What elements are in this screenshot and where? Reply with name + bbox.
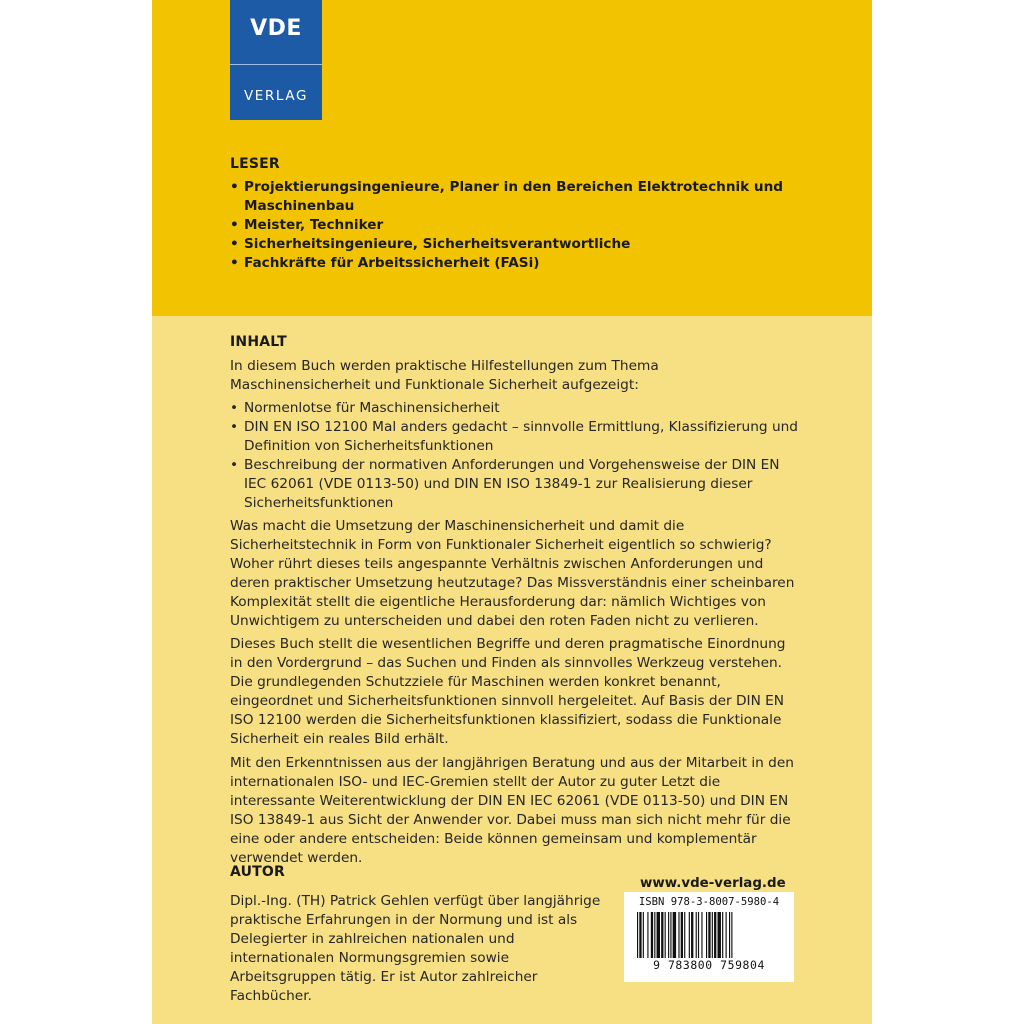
readers-list-item: • Projektierungsingenieure, Planer in den Bereichen Elektrotechnik und Maschinenbau	[230, 178, 830, 216]
author-heading: AUTOR	[230, 864, 286, 880]
barcode-bar	[722, 912, 723, 958]
barcode-bar	[647, 912, 648, 958]
barcode-bar	[726, 912, 727, 958]
logo-subtitle: VERLAG	[243, 88, 309, 104]
barcode-bar	[701, 912, 702, 958]
barcode-bar	[639, 912, 641, 958]
barcode-bar	[661, 912, 663, 958]
content-heading: INHALT	[230, 334, 287, 350]
barcode-bars	[637, 912, 781, 958]
barcode-bar	[681, 912, 683, 958]
readers-list-item: • Fachkräfte für Arbeitssicherheit (FASi)	[230, 254, 830, 273]
logo-divider	[230, 64, 322, 65]
readers-list-item: • Sicherheitsingenieure, Sicherheitsverantwortliche	[230, 235, 830, 254]
readers-list	[230, 178, 830, 273]
author-bio: Dipl.-Ing. (TH) Patrick Gehlen verfügt über langjährige praktische Erfahrungen in der Normung und ist als Delegierter in zahlreichen nationalen und internationalen Normungsgremien sowie Arbeitsgruppen tätig. Er ist Autor zahlreicher Fachbücher.	[230, 893, 601, 1004]
content-paragraph-2: Dieses Buch stellt die wesentlichen Begriffe und deren pragmatische Einordnung in den Vordergrund – das Suchen und Finden als sinnvolles Werkzeug verstehen. Die grundlegenden Schutzziele für Maschinen werden konkret benannt, eingeordnet und Sicherheitsfunktionen sinnvoll hergeleitet. Auf Basis der DIN EN ISO 12100 werden die Sicherheitsfunktionen klassifiziert, sodass die Funktionale Sicherheit ein reales Bild erhält.	[230, 636, 786, 747]
content-topic-item: • DIN EN ISO 12100 Mal anders gedacht – sinnvolle Ermittlung, Klassifizierung und Definition von Sicherheitsfunktionen	[230, 418, 800, 456]
barcode-bar	[670, 912, 671, 958]
logo-word: VDE	[250, 16, 302, 41]
readers-heading: LESER	[230, 156, 280, 172]
ean-digits: 9 783800 759804	[653, 958, 765, 972]
isbn-barcode	[624, 892, 794, 982]
barcode-bar	[668, 912, 669, 958]
barcode-bar	[643, 912, 644, 958]
barcode-bar	[729, 912, 730, 958]
content-paragraph-3: Mit den Erkenntnissen aus der langjährigen Beratung und aus der Mitarbeit in den internationalen ISO- und IEC-Gremien stellt der Autor zu guter Letzt die interessante Weiterentwicklung der DIN EN IEC 62061 (VDE 0113-50) und DIN EN ISO 13849-1 aus Sicht der Anwender vor. Dabei muss man sich nicht mehr für die eine oder andere entscheiden: Beide können gemeinsam und komplementär verwendet werden.	[230, 755, 794, 866]
barcode-bar	[689, 912, 690, 958]
barcode-bar	[712, 912, 713, 958]
barcode-bar	[718, 912, 721, 958]
barcode-bar	[684, 912, 685, 958]
content-topic-item: • Beschreibung der normativen Anforderungen und Vorgehensweise der DIN EN IEC 62061 (VDE 0113-50) und DIN EN ISO 13849-1 zur Realisierung dieser Sicherheitsfunktionen	[230, 456, 800, 513]
barcode-bar	[673, 912, 676, 958]
barcode-bar	[696, 912, 697, 958]
barcode-bar	[708, 912, 710, 958]
barcode-bar	[678, 912, 679, 958]
isbn-label: ISBN 978-3-8007-5980-4	[638, 896, 780, 908]
book-back-cover	[152, 0, 872, 1024]
content-topics-list	[230, 399, 800, 513]
content-intro: In diesem Buch werden praktische Hilfestellungen zum Thema Maschinensicherheit und Funktionale Sicherheit aufgezeigt:	[230, 358, 659, 393]
barcode-bar	[698, 912, 699, 958]
barcode-bar	[731, 912, 732, 958]
publisher-website: www.vde-verlag.de	[640, 876, 786, 891]
readers-list-item: • Meister, Techniker	[230, 216, 830, 235]
barcode-bar	[654, 912, 655, 958]
barcode-bar	[665, 912, 666, 958]
barcode-bar	[657, 912, 660, 958]
content-topic-item: • Normenlotse für Maschinensicherheit	[230, 399, 800, 418]
barcode-bar	[637, 912, 638, 958]
content-paragraph-1: Was macht die Umsetzung der Maschinensicherheit und damit die Sicherheitstechnik in Form von Funktionaler Sicherheit eigentlich so schwierig? Woher rührt dieses teils angespannte Verhältnis zwischen Anforderungen und deren praktischer Umsetzung heutzutage? Das Missverständnis einer scheinbaren Komplexität stellt die eigentliche Herausforderung dar: nämlich Wichtiges von Unwichtigem zu unterscheiden und dabei den roten Faden nicht zu verlieren.	[230, 518, 795, 629]
barcode-bar	[651, 912, 653, 958]
barcode-bar	[714, 912, 716, 958]
barcode-bar	[706, 912, 707, 958]
barcode-bar	[691, 912, 693, 958]
vde-verlag-logo	[230, 0, 322, 120]
